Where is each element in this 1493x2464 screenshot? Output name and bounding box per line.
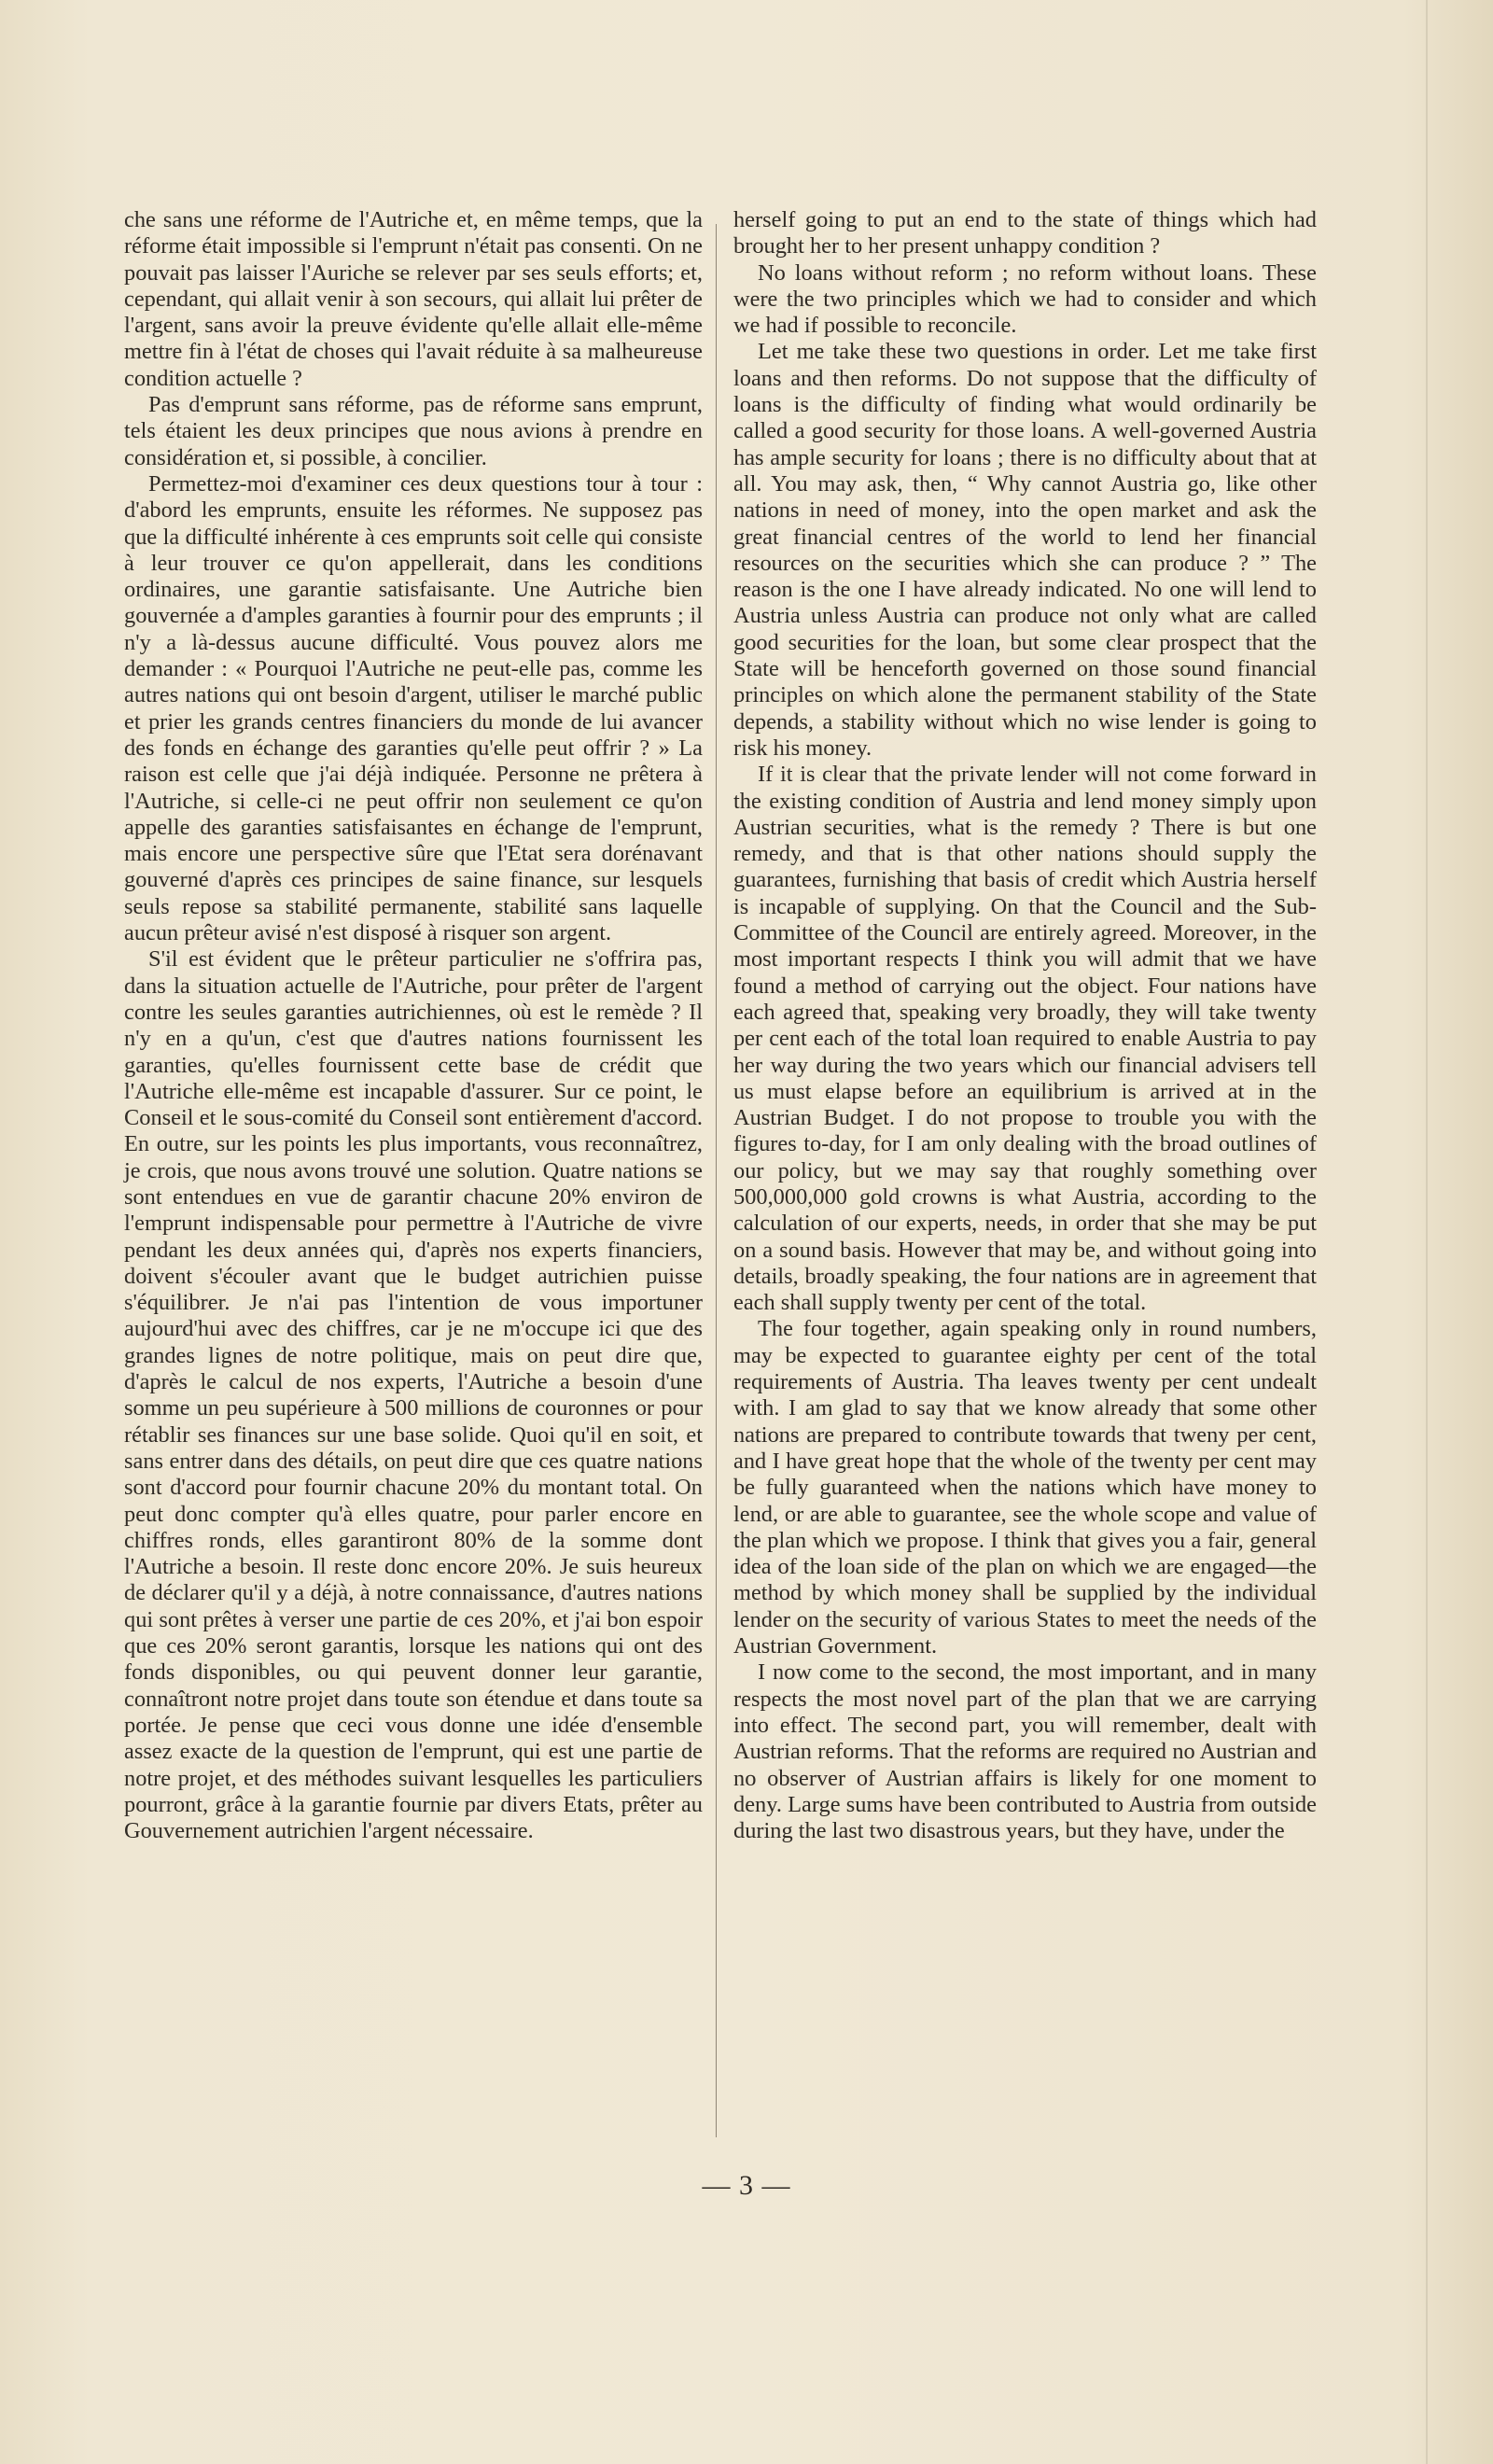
- paragraph: Let me take these two questions in order. Let me take first loans and then reforms. Do not suppose that the difficulty of loans is the difficulty of finding what would ordinarily be called a good security for those loans. A well-governed Austria has ample security for loans ; there is no difficulty about that at all. You may ask, then, “ Why cannot Austria go, like other nations in need of money, into the open market and ask the great financial centres of the world to lend her financial resources on the securities which she can produce ? ” The reason is the one I have already indicated. No one will lend to Austria unless Austria can produce not only what are called good securities for the loan, but some clear prospect that the State will be henceforth governed on those sound financial principles on which alone the permanent stability of the State depends, a stability without which no wise lender is going to risk his money.: [733, 339, 1317, 761]
- paragraph: The four together, again speaking only in round numbers, may be expected to guarantee eighty per cent of the total requirements of Austria. Tha leaves twenty per cent undealt with. I am glad to say that we know already that some other nations are prepared to contribute towards that tweny per cent, and I have great hope that the whole of the twenty per cent may be fully guaranteed when the nations which have money to lend, or are able to guarantee, see the whole scope and value of the plan which we propose. I think that gives you a fair, general idea of the loan side of the plan on which we are engaged—the method by which money shall be supplied by the individual lender on the security of various States to meet the needs of the Austrian Government.: [733, 1316, 1317, 1659]
- paragraph: I now come to the second, the most important, and in many respects the most novel part of the plan that we are carrying into effect. The second part, you will remember, dealt with Austrian reforms. That the reforms are required no Austrian and no observer of Austrian affairs is likely for one moment to deny. Large sums have been contributed to Austria from outside during the last two disastrous years, but they have, under the: [733, 1659, 1317, 1844]
- french-column: [124, 207, 703, 1844]
- column-divider: [716, 224, 717, 2137]
- page-number: — 3 —: [702, 2170, 791, 2201]
- paper-crease: [1426, 0, 1428, 2464]
- paragraph: Permettez-moi d'examiner ces deux questions tour à tour : d'abord les emprunts, ensuite les réformes. Ne supposez pas que la difficulté inhérente à ces emprunts soit celle qui consiste à leur trouver ce qu'on appellerait, dans les conditions ordinaires, une garantie satisfaisante. Une Autriche bien gouvernée a d'amples garanties à fournir pour des emprunts ; il n'y a là-dessus aucune difficulté. Vous pouvez alors me demander : « Pourquoi l'Autriche ne peut-elle pas, comme les autres nations qui ont besoin d'argent, utiliser le marché public et prier les grands centres financiers du monde de lui avancer des fonds en échange des garanties qu'elle peut offrir ? » La raison est celle que j'ai déjà indiquée. Personne ne prêtera à l'Autriche, si celle-ci ne peut offrir non seulement ce qu'on appelle des garanties satisfaisantes en échange de l'emprunt, mais encore une perspective sûre que l'Etat sera dorénavant gouverné d'après ces principes de saine finance, sur lesquels seuls repose sa stabilité permanente, stabilité sans laquelle aucun prêteur avisé n'est disposé à risquer son argent.: [124, 470, 703, 946]
- paragraph: Pas d'emprunt sans réforme, pas de réforme sans emprunt, tels étaient les deux principes que nous avions à prendre en considération et, si possible, à concilier.: [124, 392, 703, 470]
- paragraph: If it is clear that the private lender will not come forward in the existing condition of Austria and lend money simply upon Austrian securities, what is the remedy ? There is but one remedy, and that is that other nations should supply the guarantees, furnishing that basis of credit which Austria herself is incapable of supplying. On that the Council and the Sub-Committee of the Council are entirely agreed. Moreover, in the most important respects I think you will admit that we have found a method of carrying out the object. Four nations have each agreed that, speaking very broadly, they will take twenty per cent each of the total loan required to enable Austria to pay her way during the two years which our financial advisers tell us must elapse before an equilibrium is arrived at in the Austrian Budget. I do not propose to trouble you with the figures to-day, for I am only dealing with the broad outlines of our policy, but we may say that roughly something over 500,000,000 gold crowns is what Austria, according to the calculation of our experts, needs, in order that she may be put on a sound basis. However that may be, and without going into details, broadly speaking, the four nations are in agreement that each shall supply twenty per cent of the total.: [733, 762, 1317, 1316]
- english-column: [733, 207, 1317, 1844]
- paragraph: No loans without reform ; no reform without loans. These were the two principles which we had to consider and which we had if possible to reconcile.: [733, 259, 1317, 339]
- paragraph: che sans une réforme de l'Autriche et, en même temps, que la réforme était impossible si l'emprunt n'était pas consenti. On ne pouvait pas laisser l'Auriche se relever par ses seuls efforts; et, cependant, qui allait venir à son secours, qui allait lui prêter de l'argent, sans avoir la preuve évidente qu'elle allait elle-même mettre fin à l'état de choses qui l'avait réduite à sa malheureuse condition actuelle ?: [124, 207, 703, 391]
- paragraph: S'il est évident que le prêteur particulier ne s'offrira pas, dans la situation actuelle de l'Autriche, pour prêter de l'argent contre les seules garanties autrichiennes, où est le remède ? Il n'y en a qu'un, c'est que d'autres nations fournissent les garanties, qu'elles fournissent cette base de crédit que l'Autriche elle-même est incapable d'assurer. Sur ce point, le Conseil et le sous-comité du Conseil sont entièrement d'accord. En outre, sur les points les plus importants, vous reconnaîtrez, je crois, que nous avons trouvé une solution. Quatre nations se sont entendues en vue de garantir chacune 20% environ de l'emprunt indispensable pour permettre à l'Autriche de vivre pendant les deux années qui, d'après nos experts financiers, doivent s'écouler avant que le budget autrichien puisse s'équilibrer. Je n'ai pas l'intention de vous importuner aujourd'hui avec des chiffres, car je ne m'occupe ici que des grandes lignes de notre politique, mais on peut dire que, d'après le calcul de nos experts, l'Autriche a besoin d'une somme un peu supérieure à 500 millions de couronnes or pour rétablir ses finances sur une base solide. Quoi qu'il en soit, et sans entrer dans des détails, on peut dire que ces quatre nations sont d'accord pour fournir chacune 20% du montant total. On peut donc compter qu'à elles quatre, pour parler encore en chiffres ronds, elles garantiront 80% de la somme dont l'Autriche a besoin. Il reste donc encore 20%. Je suis heureux de déclarer qu'il y a déjà, à notre connaissance, d'autres nations qui sont prêtes à verser une partie de ces 20%, et j'ai bon espoir que ces 20% seront garantis, lorsque les nations qui ont des fonds disponibles, ou qui peuvent donner leur garantie, connaîtront notre projet dans toute son étendue et dans toute sa portée. Je pense que ceci vous donne une idée d'ensemble assez exacte de la question de l'emprunt, qui est une partie de notre projet, et des méthodes suivant lesquelles les particuliers pourront, grâce à la garantie fournie par divers Etats, prêter au Gouvernement autrichien l'argent nécessaire.: [124, 946, 703, 1844]
- paragraph: herself going to put an end to the state of things which had brought her to her present unhappy condition ?: [733, 207, 1317, 259]
